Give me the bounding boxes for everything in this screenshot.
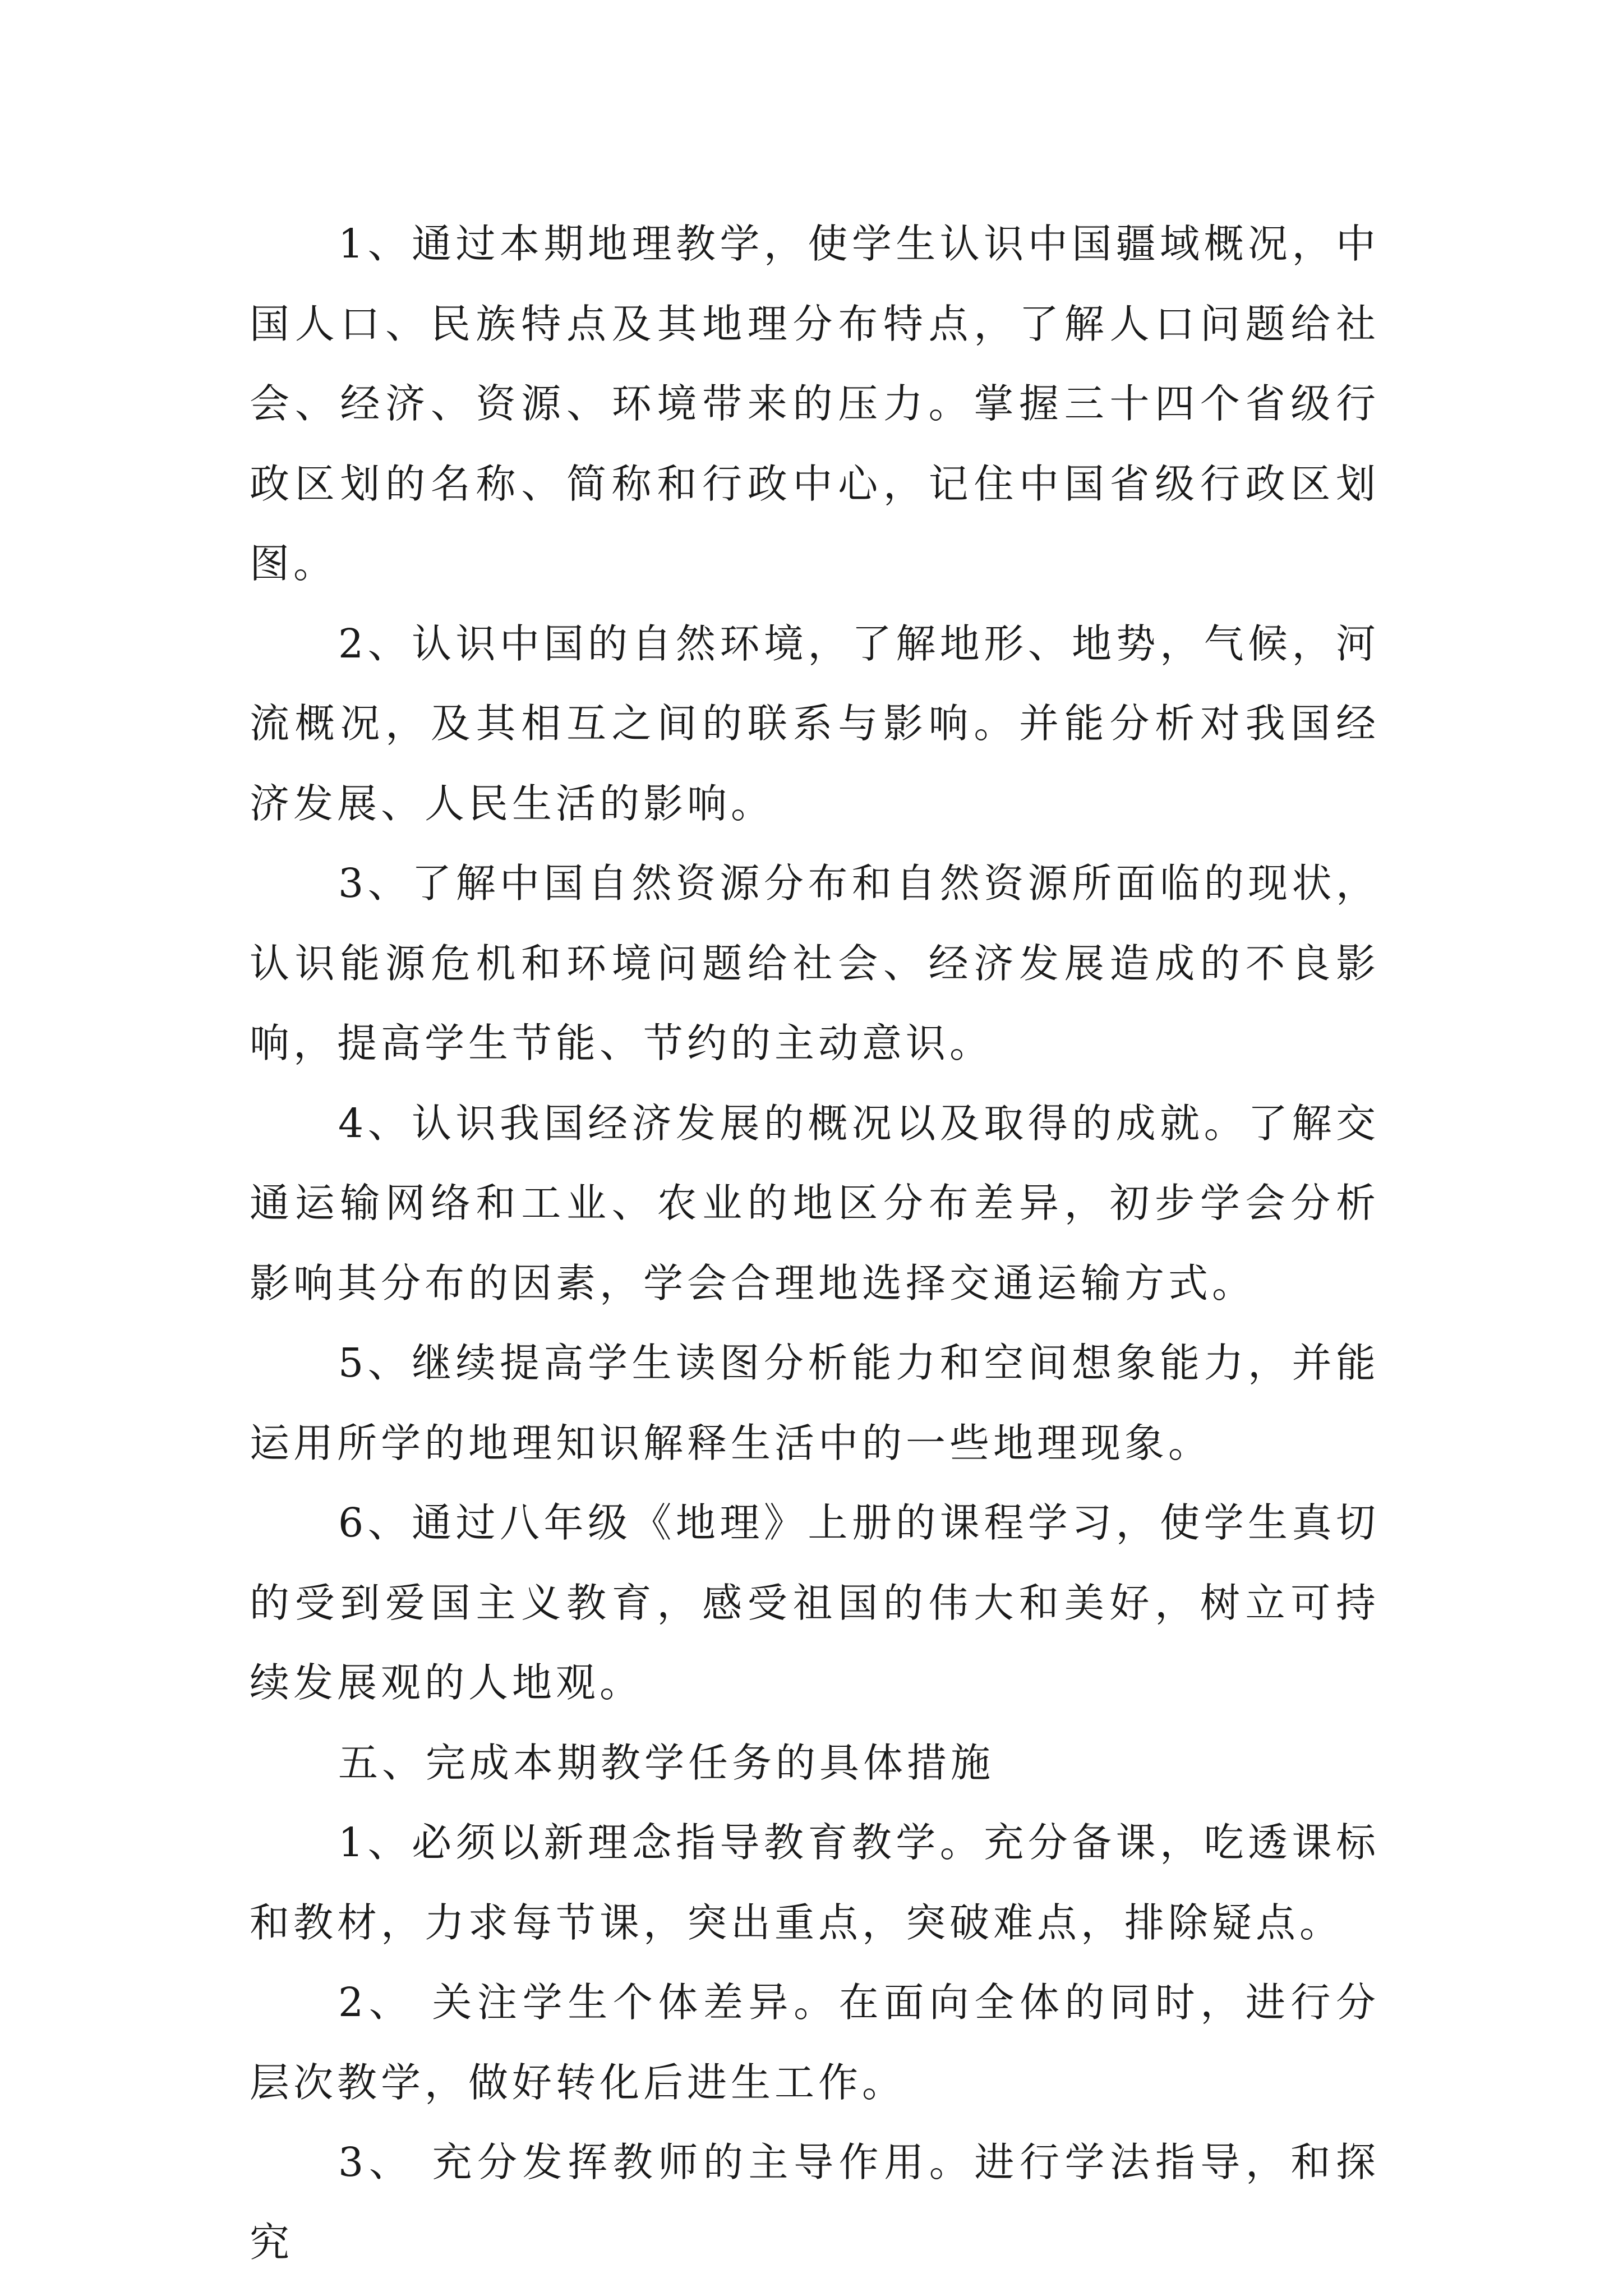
- document-body: [250, 204, 1380, 2283]
- measure-1-paragraph: 1、必须以新理念指导教育教学。充分备课，吃透课标和教材，力求每节课，突出重点，突破难点，排除疑点。: [250, 1819, 1380, 1946]
- objective-4-paragraph: 4、认识我国经济发展的概况以及取得的成就。了解交通运输网络和工业、农业的地区分布差异，初步学会分析影响其分布的因素，学会合理地选择交通运输方式。: [250, 1099, 1380, 1306]
- section-heading: 五、完成本期教学任务的具体措施: [338, 1739, 995, 1786]
- measure-2-paragraph: 2、 关注学生个体差异。在面向全体的同时，进行分层次教学，做好转化后进生工作。: [250, 1979, 1380, 2106]
- objective-6-paragraph: 6、通过八年级《地理》上册的课程学习，使学生真切的受到爱国主义教育，感受祖国的伟大和美好，树立可持续发展观的人地观。: [250, 1499, 1380, 1706]
- objective-3-paragraph: 3、了解中国自然资源分布和自然资源所面临的现状，认识能源危机和环境问题给社会、经济发展造成的不良影响，提高学生节能、节约的主动意识。: [250, 860, 1380, 1066]
- measure-3-paragraph: 3、 充分发挥教师的主导作用。进行学法指导，和探究: [250, 2139, 1380, 2266]
- objective-2-paragraph: 2、认识中国的自然环境，了解地形、地势，气候，河流概况，及其相互之间的联系与影响。并能分析对我国经济发展、人民生活的影响。: [250, 620, 1380, 827]
- objective-5-paragraph: 5、继续提高学生读图分析能力和空间想象能力，并能运用所学的地理知识解释生活中的一些地理现象。: [250, 1340, 1380, 1466]
- objective-1-paragraph: 1、通过本期地理教学，使学生认识中国疆域概况，中国人口、民族特点及其地理分布特点，了解人口问题给社会、经济、资源、环境带来的压力。掌握三十四个省级行政区划的名称、简称和行政中心，记住中国省级行政区划图。: [250, 220, 1380, 587]
